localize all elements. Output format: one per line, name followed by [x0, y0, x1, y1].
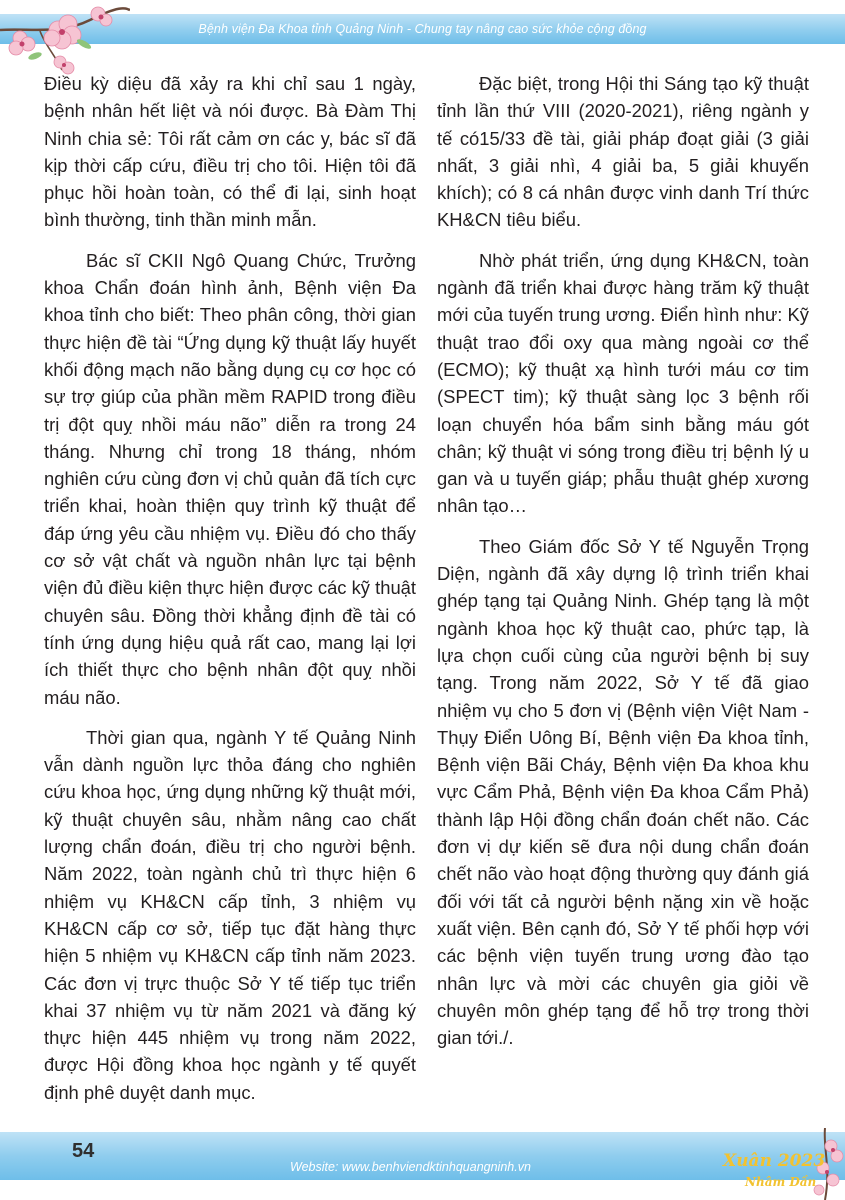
page-number: 54: [72, 1140, 95, 1162]
footer-website: Website: www.benhviendktinhquangninh.vn: [290, 1160, 531, 1174]
svg-text:Nhâm Dần: Nhâm Dần: [745, 1175, 817, 1189]
left-column: [44, 70, 416, 1119]
paragraph: Theo Giám đốc Sở Y tế Nguyễn Trọng Diện, ngành đã xây dựng lộ trình triển khai ghép tạng tại Quảng Ninh. Ghép tạng là một ngành khoa học kỹ thuật cao, phức tạp, là lựa chọn cuối cùng của người bệnh bị suy tạng. Trong năm 2022, Sở Y tế đã giao nhiệm vụ cho 5 đơn vị (Bệnh viện Việt Nam - Thụy Điển Uông Bí, Bệnh viện Đa khoa tỉnh, Bệnh viện Bãi Cháy, Bệnh viện Đa khoa khu vực Cẩm Phả, Bệnh viện Đa khoa Cẩm Phả) thành lập Hội đồng chẩn đoán chết não. Các đơn vị dự kiến sẽ đưa nội dung chẩn đoán chết não vào hoạt động thường quy đánh giá đối với tất cả người bệnh nặng xin về hoặc xuất viện. Bên cạnh đó, Sở Y tế phối hợp với các bệnh viện tuyến trung ương đào tạo nhân lực và mời các chuyên gia giỏi về chuyên môn ghép tạng để hỗ trợ trong thời gian tới./.: [437, 535, 809, 1049]
header-title: Bệnh viện Đa Khoa tỉnh Quảng Ninh - Chung tay nâng cao sức khỏe cộng đồng: [198, 22, 647, 36]
paragraph: Điều kỳ diệu đã xảy ra khi chỉ sau 1 ngày, bệnh nhân hết liệt và nói được. Bà Đàm Thị Ninh chia sẻ: Tôi rất cảm ơn các y, bác sĩ đã kịp thời cấp cứu, điều trị cho tôi. Hiện tôi đã phục hồi hoàn toàn, có thể đi lại, sinh hoạt bình thường, tinh thần minh mẫn.: [44, 73, 416, 231]
paragraph: Đặc biệt, trong Hội thi Sáng tạo kỹ thuật tỉnh lần thứ VIII (2020-2021), riêng ngành y tế có15/33 đề tài, giải pháp đoạt giải (3 giải nhất, 3 giải nhì, 4 giải ba, 5 giải khuyến khích); có 8 cá nhân được vinh danh Trí thức KH&CN tiêu biểu.: [437, 73, 809, 231]
paragraph: Bác sĩ CKII Ngô Quang Chức, Trưởng khoa Chẩn đoán hình ảnh, Bệnh viện Đa khoa tỉnh cho biết: Theo phân công, thời gian thực hiện đề tài “Ứng dụng kỹ thuật lấy huyết khối động mạch não bằng dụng cụ cơ học có sự trợ giúp của phần mềm RAPID trong điều trị đột quỵ nhồi máu não” diễn ra trong 24 tháng. Nhưng chỉ trong 18 tháng, nhóm nghiên cứu cùng đơn vị chủ quản đã tích cực triển khai, hoàn thiện quy trình kỹ thuật để đáp ứng yêu cầu nhiệm vụ. Điều đó cho thấy cơ sở vật chất và nguồn nhân lực tại bệnh viện đủ điều kiện thực hiện được các kỹ thuật chuyên sâu. Đồng thời khẳng định đề tài có tính ứng dụng hiệu quả rất cao, mang lại lợi ích thiết thực cho bệnh nhân đột quỵ nhồi máu não.: [44, 249, 417, 708]
paragraph: Nhờ phát triển, ứng dụng KH&CN, toàn ngành đã triển khai được hàng trăm kỹ thuật mới của tuyến trung ương. Điển hình như: Kỹ thuật trao đổi oxy qua màng ngoài cơ thể (ECMO); kỹ thuật xạ hình tưới máu cơ tim (SPECT tim); kỹ thuật sàng lọc 3 bệnh rối loạn chuyển hóa bẩm sinh bằng máu gót chân; kỹ thuật vi sóng trong điều trị bệnh lý u gan và u tuyến giáp; phẫu thuật ghép xương nhân tạo…: [437, 249, 809, 517]
cherry-blossom-icon: [0, 0, 130, 80]
right-column: [437, 70, 809, 1064]
new-year-logo-icon: [705, 1128, 845, 1200]
svg-text:Xuân 2023: Xuân 2023: [723, 1151, 826, 1171]
paragraph: Thời gian qua, ngành Y tế Quảng Ninh vẫn dành nguồn lực thỏa đáng cho nghiên cứu khoa học, ứng dụng những kỹ thuật mới, kỹ thuật chuyên sâu, nhằm nâng cao chất lượng chẩn đoán, điều trị cho người bệnh. Năm 2022, toàn ngành chủ trì thực hiện 6 nhiệm vụ KH&CN cấp tỉnh, 3 nhiệm vụ KH&CN cấp cơ sở, tiếp tục đặt hàng thực hiện 5 nhiệm vụ KH&CN cấp tỉnh năm 2023. Các đơn vị trực thuộc Sở Y tế tiếp tục triển khai 37 nhiệm vụ từ năm 2021 và đăng ký thực hiện 445 nhiệm vụ trong năm 2022, được Hội đồng khoa học ngành y tế quyết định phê duyệt danh mục.: [44, 726, 416, 1103]
